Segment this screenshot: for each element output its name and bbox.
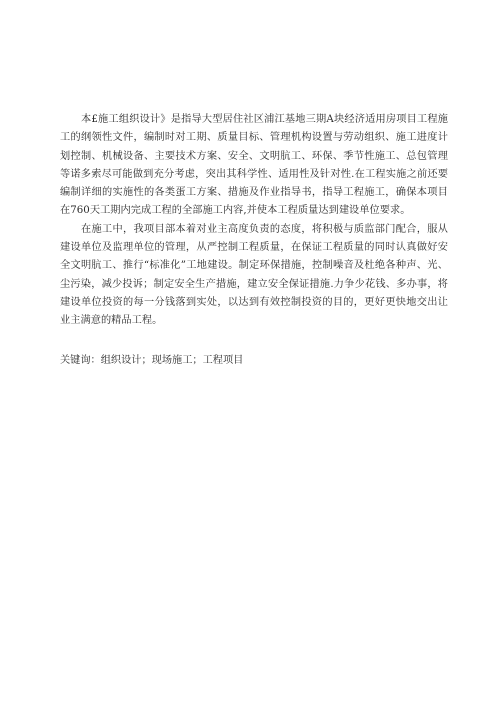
keywords-line: 关键询：组织设计；现场施工；工程项目 xyxy=(60,355,244,366)
paragraph-construction: 在施工中，我项目部本着对业主高度负责的态度，将积极与质监部门配合，服从建设单位及监理单位的管理，从严控制工程质量，在保证工程质量的同时认真做好安全文明肮工、推行“标准化”工地建设。制定环保措施，控制噪音及杜绝各种声、光、尘污染，减少投诉；制定安全生产措施，建立安全保证措施.力争少花钱、多办事，将建设单位投资的每一分钱落到实处，以达到有效控制投资的目的，更好更快地交出让业主满意的精品工程。 xyxy=(60,223,448,327)
document-body xyxy=(60,111,448,331)
paragraph-intro: 本£施工组织设计》是指导大型居住社区浦江基地三期A块经济适用房项目工程施工的纲领性文件，编制时对工期、质量目标、管理机构设置与劳动组织、施工进度计划控制、机械设备、主要技术方案、安全、文明肮工、环保、季节性施工、总包管理等诺多索尽可能做到充分考虑，突出其科学性、适用性及针对性.在工程实施之前还要编制详细的实施性的各类蛋工方案、措施及作业指导书，指导工程施工，确保本项目在760天工期内完成工程的全部施工内容,并使本工程质量达到建设单位要求。 xyxy=(60,114,448,217)
